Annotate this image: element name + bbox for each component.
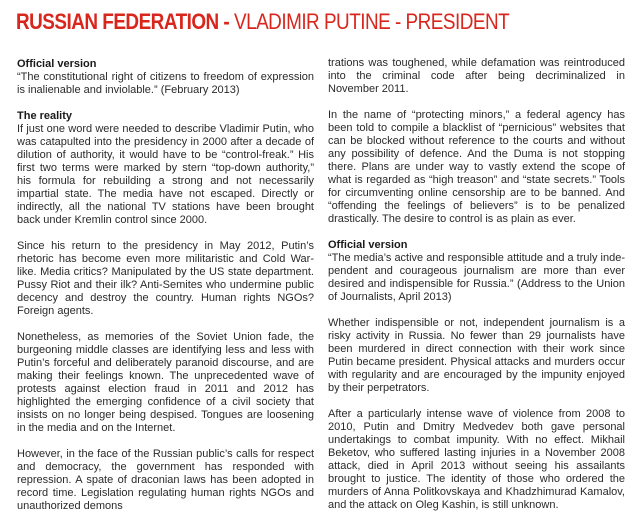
section-heading-official-version: Official version [17,58,97,70]
page-title [16,9,509,35]
body-paragraph: trations was toughened, while defamation was reintroduced into the criminal code after being decriminalized in November 2011. [328,57,625,95]
section-heading-official-version-2: Official version [328,239,408,251]
body-paragraph: After a particularly intense wave of violence from 2008 to 2010, Putin and Dmitry Medvedev both gave personal undertakings to combat impunity. With no effect. Mikhail Beketov, who suffered lasting injuries in a November 2008 attack, died in April 2013 without seeing his assailants brought to justice. The identity of those who ordered the murders of Anna Politkovskaya and Khadzhimurad Kamalov, and the attack on Oleg Kashin, is still unknown. [328,408,625,511]
body-paragraph: Whether indispensible or not, independent journalism is a risky activity in Russia. No fewer than 29 journalists have been murdered in direct connection with their work since Putin became president. Physical attacks and murders occur with regularity and are encouraged by the impunity enjoyed by their perpetrators. [328,317,625,394]
section-heading-the-reality: The reality [17,110,73,122]
body-paragraph: Nonetheless, as memories of the Soviet Union fade, the burgeoning middle classes are identifying less and less with Putin’s forceful and deliberately paranoid discourse, and are making their feelings known. The unprecedented wave of protests against election fraud in 2011 and 2012 has highlighted the emerging confidence of a civil society that insists on no longer being despised. Tongues are loosening in the media and on the Internet. [17,331,314,434]
title-leader: VLADIMIR PUTINE - PRESIDENT [229,9,510,34]
right-column [328,57,625,525]
body-paragraph: In the name of “protecting minors,” a federal agency has been told to compile a blacklist of “pernicious” websites that can be blocked without reference to the courts and without any possibility of defence. And the Duma is not stopping there. Plans are under way to vastly extend the scope of what is regarded as “high treason” and “state secrets.” Tools for circumventing online censorship are to be banned. And “offending the feelings of believers” is to be penalized drastically. The desire to control is as plain as ever. [328,109,625,225]
body-paragraph: If just one word were needed to describe Vladimir Putin, who was catapulted into the presidency in 2000 after a decade of dilution of authority, it would have to be “control-freak.” His first two terms were marked by stern “top-down authority,” his formula for rebuilding a strong and not necessarily impartial state. The media have not escaped. Directly or indirectly, all the national TV stations have been brought back under Kremlin control since 2000. [17,123,314,226]
title-country: RUSSIAN FEDERATION - [16,9,230,34]
left-column [17,58,314,526]
official-quote: “The constitutional right of citizens to freedom of expression is inalienable and inviolable.” (February 2013) [17,71,314,96]
body-paragraph: Since his return to the presidency in May 2012, Putin’s rhetoric has become even more militaristic and Cold War-like. Media critics? Manipulated by the US state department. Pussy Riot and their ilk? Anti-Semites who undermine public decency and destroy the country. Human rights NGOs? Foreign agents. [17,240,314,317]
official-quote-2: “The media’s active and responsible attitude and a truly independent and courageous journalism are more than ever desired and indispensible for Russia.” (Address to the Union of Journalists, April 2013) [328,252,625,303]
body-paragraph: However, in the face of the Russian public’s calls for respect and democracy, the government has responded with repression. A spate of draconian laws has been adopted in record time. Legislation regulating human rights NGOs and unauthorized demons [17,448,314,512]
